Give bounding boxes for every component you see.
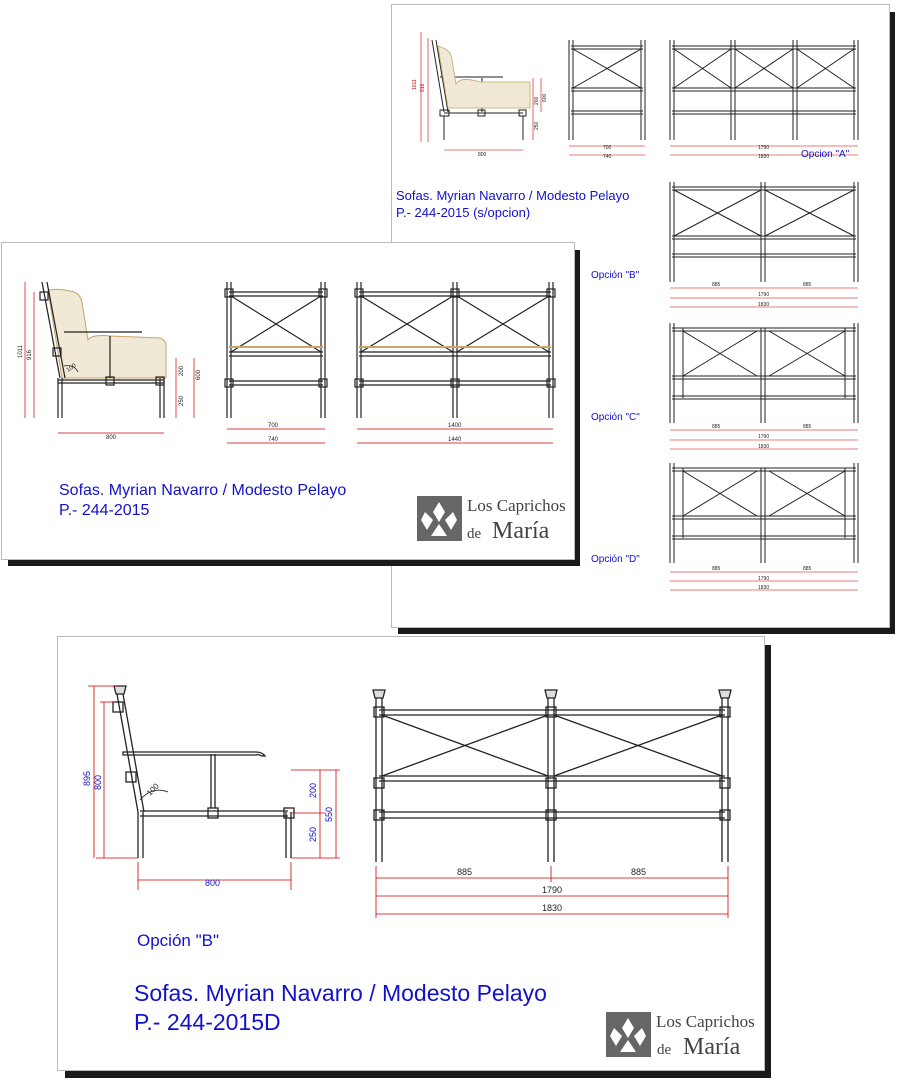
logo-bottom-name: María	[683, 1034, 741, 1060]
dim-bottom-seat-h: 550	[324, 806, 334, 822]
dim-bottom-h-back: 800	[93, 774, 103, 790]
dim-bottom-angle: 100	[145, 781, 161, 798]
dim-opt-d-inner: 1790	[758, 576, 770, 582]
dim-mid-front-outer: 740	[268, 437, 279, 443]
dim-top-leg: 250	[534, 121, 540, 130]
option-b-label: Opción "B"	[591, 270, 640, 281]
dim-opt-c-half-left: 885	[712, 424, 721, 430]
sheet-top-title-line2: P.- 244-2015 (s/opcion)	[396, 205, 531, 220]
dim-mid-seat-h: 600	[196, 369, 202, 380]
dim-bottom-inner: 1790	[542, 885, 563, 895]
sheet-mid-title-line2: P.- 244-2015	[59, 502, 150, 519]
logo-mark-bottom	[606, 1012, 651, 1057]
dim-mid-front-inner: 700	[268, 423, 279, 429]
dim-mid-long-inner: 1400	[448, 423, 462, 429]
dim-top-depth: 800	[478, 152, 487, 158]
dim-opt-c-half-right: 885	[803, 424, 812, 430]
sheet-bottom-title-line2: P.- 244-2015D	[134, 1009, 281, 1035]
dim-bottom-seat: 200	[308, 782, 318, 798]
dim-opt-a-outer: 1830	[758, 154, 770, 160]
dim-mid-h-total: 1011	[18, 345, 24, 358]
bottom-option-label: Opción "B"	[137, 931, 219, 950]
dim-top-front-inner: 700	[603, 145, 612, 151]
dim-mid-leg: 250	[179, 395, 185, 406]
dim-top-h-back: 916	[420, 83, 426, 92]
dim-top-h-total: 1011	[412, 79, 418, 90]
logo-bottom-line1: Los Caprichos	[656, 1012, 755, 1031]
dim-top-front-outer: 740	[603, 154, 612, 160]
dim-mid-seat: 200	[179, 365, 185, 376]
option-c-label: Opción "C"	[591, 412, 640, 423]
sheet-bottom-title-line1: Sofas. Myrian Navarro / Modesto Pelayo	[134, 980, 547, 1006]
dim-top-seat: 200	[534, 96, 540, 105]
logo-mid-de: de	[467, 526, 482, 542]
logo-mid-name: María	[492, 518, 550, 544]
dim-bottom-leg: 250	[308, 826, 318, 842]
dim-mid-long-outer: 1440	[448, 437, 462, 443]
dim-mid-angle: 100	[65, 362, 78, 374]
dim-opt-c-inner: 1790	[758, 434, 770, 440]
dim-opt-a-inner: 1790	[758, 145, 770, 151]
dim-top-seat-h: 600	[542, 93, 548, 102]
dim-opt-b-inner: 1790	[758, 292, 770, 298]
sheet-top-title-line1: Sofas. Myrian Navarro / Modesto Pelayo	[396, 188, 630, 203]
logo-bottom-de: de	[657, 1042, 672, 1058]
dim-opt-b-half-left: 885	[712, 282, 721, 288]
dim-opt-b-outer: 1830	[758, 302, 770, 308]
dim-bottom-h-total: 895	[82, 770, 92, 786]
dim-bottom-half-right: 885	[631, 867, 647, 877]
dim-opt-d-half-left: 885	[712, 566, 721, 572]
dim-opt-b-half-right: 885	[803, 282, 812, 288]
logo-mid-line1: Los Caprichos	[467, 496, 566, 515]
dim-bottom-depth: 800	[205, 878, 221, 888]
dim-mid-depth: 800	[106, 435, 117, 441]
dim-opt-d-outer: 1830	[758, 585, 770, 591]
dim-opt-d-half-right: 885	[803, 566, 812, 572]
option-d-label: Opción "D"	[591, 554, 640, 565]
option-a-label: Opcion "A"	[801, 149, 850, 160]
dim-opt-c-outer: 1830	[758, 444, 770, 450]
dim-bottom-half-left: 885	[457, 867, 473, 877]
dim-bottom-outer: 1830	[542, 903, 563, 913]
sheet-mid-title-line1: Sofas. Myrian Navarro / Modesto Pelayo	[59, 482, 347, 499]
dim-mid-h-back: 916	[27, 349, 33, 360]
